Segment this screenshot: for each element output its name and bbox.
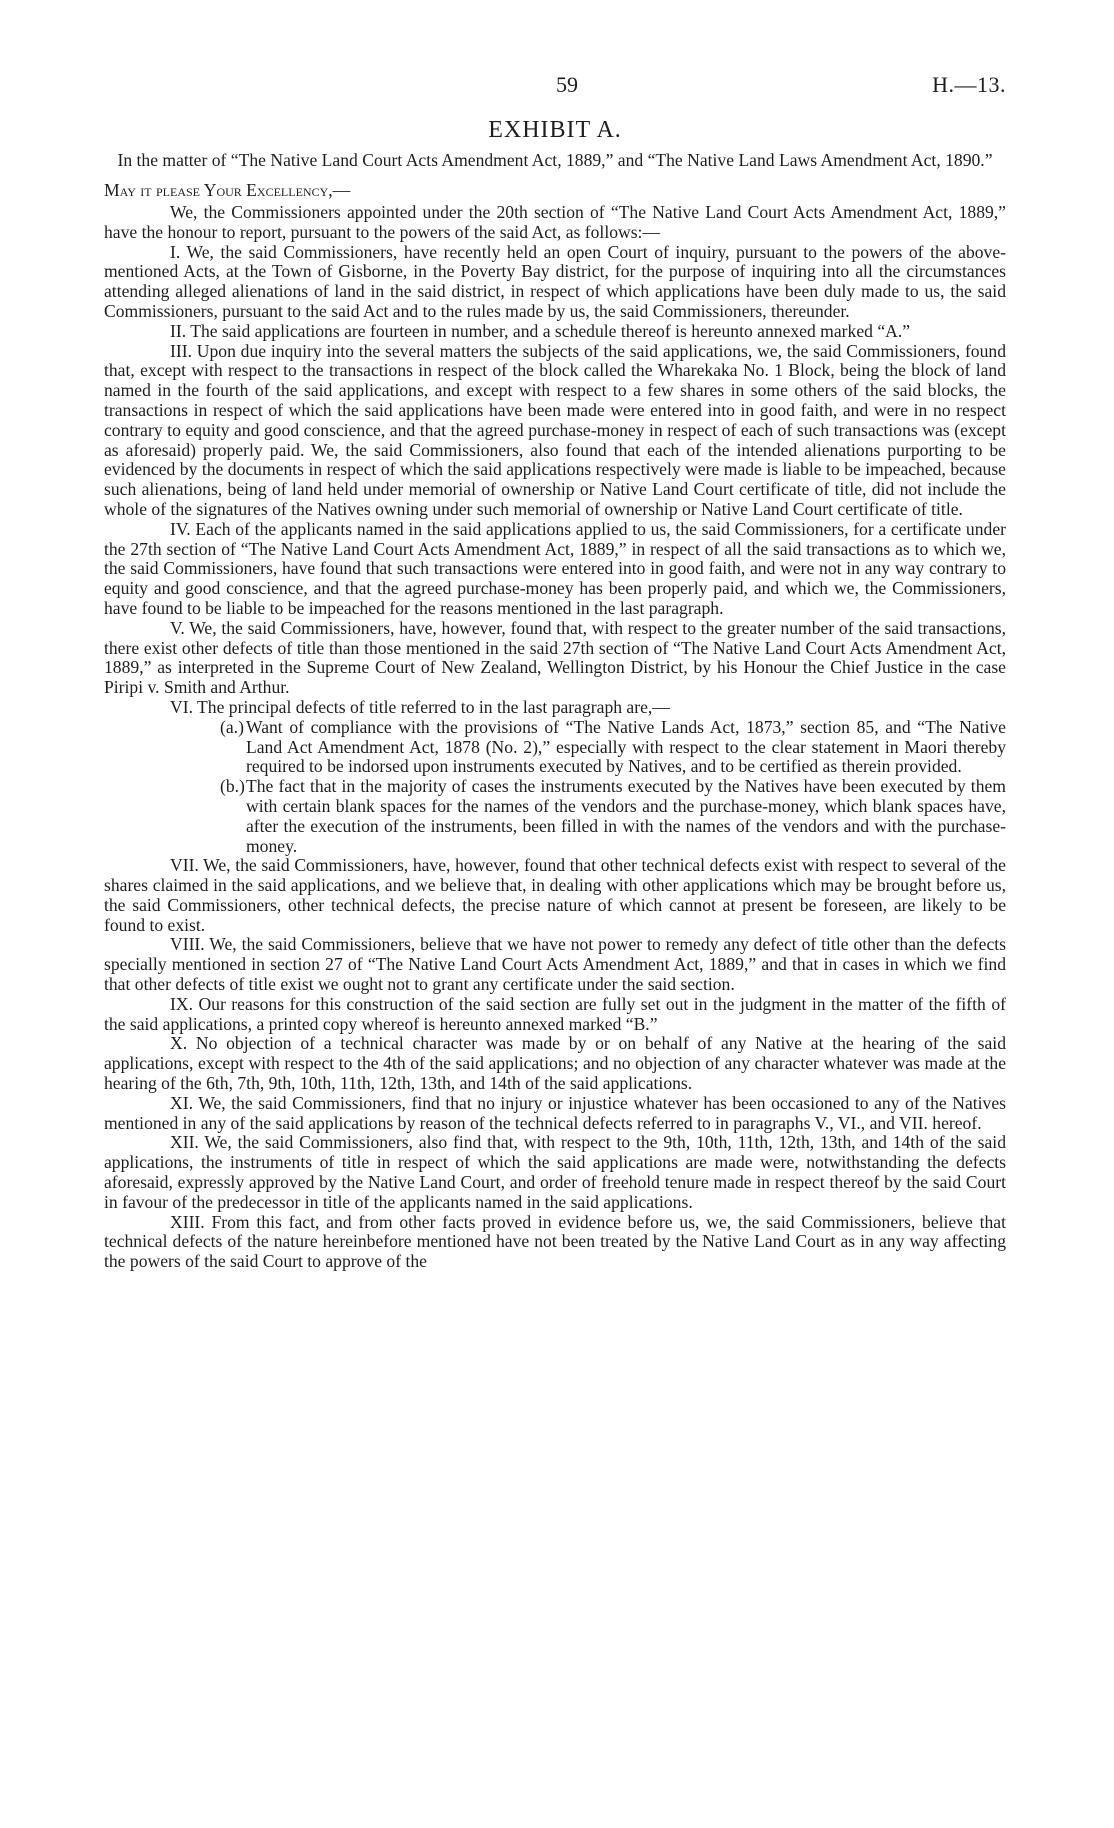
paragraph-2: II. The said applications are fourteen in number, and a schedule thereof is hereunto annexed marked “A.”: [170, 320, 911, 341]
subparagraph-b-text: The fact that in the majority of cases the instruments executed by the Natives have been executed by them with certain blank spaces for the names of the vendors and the purchase-money, which blank spaces have, after the execution of the instruments, been filled in with the names of the vendors and with the purchase-money.: [246, 776, 1006, 856]
paragraph-12: XII. We, the said Commissioners, also find that, with respect to the 9th, 10th, 11th, 12th, 13th, and 14th of the said applications, the instruments of title in respect of which the said applications are made were, notwithstanding the defects aforesaid, expressly approved by the Native Land Court, and order of freehold tenure made in respect thereof by the said Court in favour of the predecessor in title of the applicants named in the said applications.: [104, 1132, 1006, 1212]
matter-heading: In the matter of “The Native Land Court Acts Amendment Act, 1889,” and “The Native Land Laws Amendment Act, 1890.”: [117, 150, 993, 170]
page-number: 59: [556, 72, 578, 97]
paragraph-7: VII. We, the said Commissioners, have, however, found that other technical defects exist with respect to several of the shares claimed in the said applications, and we believe that, in dealing with other applications which may be brought before us, the said Commissioners, other technical defects, the precise nature of which cannot at present be foreseen, are likely to be found to exist.: [104, 855, 1006, 935]
paragraph-5: V. We, the said Commissioners, have, however, found that, with respect to the greater number of the said transactions, there exist other defects of title than those mentioned in the said 27th section of “The Native Land Court Acts Amendment Act, 1889,” as interpreted in the Supreme Court of New Zealand, Wellington District, by his Honour the Chief Justice in the case Piripi v. Smith and Arthur.: [104, 617, 1006, 698]
subparagraph-b: [104, 777, 1006, 856]
document-page: [104, 72, 1006, 1272]
subparagraph-b-marker: (b.): [220, 776, 245, 797]
exhibit-title: EXHIBIT A.: [488, 117, 622, 143]
subparagraph-a-marker: (a.): [220, 716, 244, 737]
salutation: May it please Your Excellency,—: [104, 180, 351, 200]
paragraph-11: XI. We, the said Commissioners, find that no injury or injustice whatever has been occasioned to any of the Natives mentioned in any of the said applications by reason of the technical defects referred to in paragraphs V., VI., and VII. hereof.: [104, 1092, 1006, 1133]
paragraph-10: X. No objection of a technical character was made by or on behalf of any Native at the hearing of the said applications, except with respect to the 4th of the said applications; and no objection of any character whatever was made at the hearing of the 6th, 7th, 9th, 10th, 11th, 12th, 13th, and 14th of the said applications.: [104, 1033, 1006, 1094]
paragraph-9: IX. Our reasons for this construction of the said section are fully set out in the judgment in the matter of the fifth of the said applications, a printed copy whereof is hereunto annexed marked “B.”: [104, 993, 1006, 1034]
report-body: [104, 203, 1006, 1272]
paragraph-3: III. Upon due inquiry into the several matters the subjects of the said applications, we, the said Commissioners, found that, except with respect to the transactions in respect of the block called the Wharekaka No. 1 Block, being the block of land named in the fourth of the said applications, and except with respect to a few shares in some others of the said blocks, the transactions in respect of which the said applications have been made were entered into in good faith, and were in no respect contrary to equity and good conscience, and that the agreed purchase-money in respect of each of such transactions was (except as aforesaid) properly paid. We, the said Commissioners, also found that each of the intended alienations purporting to be evidenced by the documents in respect of which the said applications respectively were made is liable to be impeached, because such alienations, being of land held under memorial of ownership or Native Land Court certificate of title, did not include the whole of the signatures of the Natives owning under such memorial of ownership or Native Land Court certificate of title.: [104, 340, 1006, 519]
paragraph-13: XIII. From this fact, and from other facts proved in evidence before us, we, the said Commissioners, believe that technical defects of the nature hereinbefore mentioned have not been treated by the Native Land Court as in any way affecting the powers of the said Court to approve of the: [104, 1211, 1006, 1272]
paragraph-6: VI. The principal defects of title referred to in the last paragraph are,—: [170, 696, 670, 717]
paragraph-8: VIII. We, the said Commissioners, believe that we have not power to remedy any defect of title other than the defects specially mentioned in section 27 of “The Native Land Court Acts Amendment Act, 1889,” and that in cases in which we find that other defects of title exist we ought not to grant any certificate under the said section.: [104, 934, 1006, 995]
subparagraph-a-text: Want of compliance with the provisions of “The Native Lands Act, 1873,” section 85, and “The Native Land Act Amendment Act, 1878 (No. 2),” especially with respect to the clear statement in Maori thereby required to be indorsed upon instruments executed by Natives, and to be certified as therein provided.: [246, 716, 1006, 777]
subparagraph-a: [104, 718, 1006, 777]
paragraph-intro: We, the Commissioners appointed under the 20th section of “The Native Land Court Acts Amendment Act, 1889,” have the honour to report, pursuant to the powers of the said Act, as follows:—: [104, 202, 1006, 242]
series-reference: H.—13.: [932, 72, 1006, 97]
paragraph-1: I. We, the said Commissioners, have recently held an open Court of inquiry, pursuant to the powers of the above-mentioned Acts, at the Town of Gisborne, in the Poverty Bay district, for the purpose of inquiring into all the circumstances attending alleged alienations of land in the said district, in respect of which applications have been duly made to us, the said Commissioners, pursuant to the said Act and to the rules made by us, the said Commissioners, thereunder.: [104, 241, 1006, 321]
page-header: [104, 72, 1006, 106]
paragraph-4: IV. Each of the applicants named in the said applications applied to us, the said Commissioners, for a certificate under the 27th section of “The Native Land Court Acts Amendment Act, 1889,” in respect of all the said transactions as to which we, the said Commissioners, have found that such transactions were entered into in good faith, and were not in any way contrary to equity and good conscience, and that the agreed purchase-money has been properly paid, and which we, the Commissioners, have found to be liable to be impeached for the reasons mentioned in the last paragraph.: [104, 518, 1006, 618]
